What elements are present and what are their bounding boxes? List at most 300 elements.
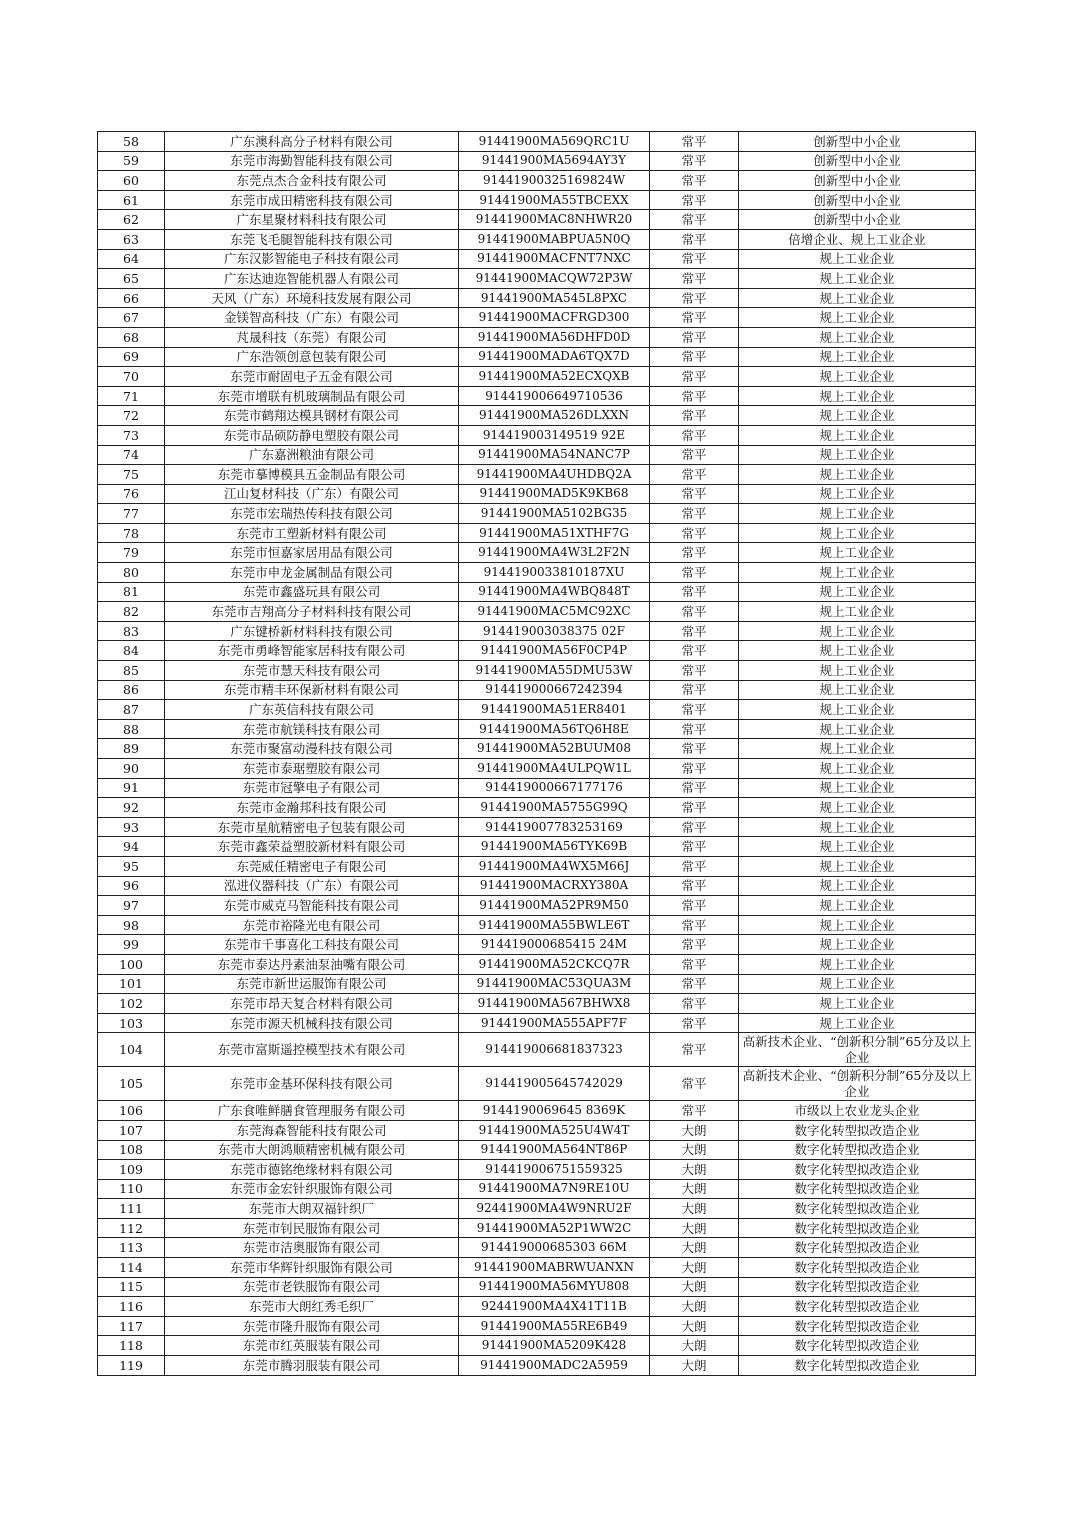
row-number: 79 bbox=[98, 543, 165, 563]
town: 常平 bbox=[650, 798, 739, 818]
credit-code: 91441900MA52P1WW2C bbox=[459, 1218, 650, 1238]
credit-code: 91441900MADA6TQX7D bbox=[459, 347, 650, 367]
enterprise-type: 规上工业企业 bbox=[739, 582, 976, 602]
town: 常平 bbox=[650, 661, 739, 681]
row-number: 60 bbox=[98, 171, 165, 191]
enterprise-type: 规上工业企业 bbox=[739, 308, 976, 328]
enterprise-type: 数字化转型拟改造企业 bbox=[739, 1120, 976, 1140]
enterprise-type: 规上工业企业 bbox=[739, 719, 976, 739]
credit-code: 91441900MA567BHWX8 bbox=[459, 994, 650, 1014]
town: 常平 bbox=[650, 190, 739, 210]
credit-code: 914419006751559325 bbox=[459, 1160, 650, 1180]
enterprise-type: 数字化转型拟改造企业 bbox=[739, 1140, 976, 1160]
enterprise-type: 数字化转型拟改造企业 bbox=[739, 1316, 976, 1336]
credit-code: 914419000685415 24M bbox=[459, 935, 650, 955]
enterprise-type: 高新技术企业、“创新积分制”65分及以上企业 bbox=[739, 1067, 976, 1101]
row-number: 65 bbox=[98, 269, 165, 289]
credit-code: 91441900MAC5MC92XC bbox=[459, 602, 650, 622]
table-row bbox=[98, 1120, 976, 1140]
town: 常平 bbox=[650, 151, 739, 171]
company-name: 广东星聚材料科技有限公司 bbox=[165, 210, 459, 230]
table-row bbox=[98, 1101, 976, 1121]
table-row bbox=[98, 1238, 976, 1258]
row-number: 103 bbox=[98, 1013, 165, 1033]
table-row bbox=[98, 876, 976, 896]
row-number: 96 bbox=[98, 876, 165, 896]
credit-code: 91441900MA55DMU53W bbox=[459, 661, 650, 681]
table-row bbox=[98, 132, 976, 152]
enterprise-type: 规上工业企业 bbox=[739, 249, 976, 269]
enterprise-type: 规上工业企业 bbox=[739, 896, 976, 916]
row-number: 61 bbox=[98, 190, 165, 210]
table-row bbox=[98, 719, 976, 739]
row-number: 117 bbox=[98, 1316, 165, 1336]
town: 常平 bbox=[650, 759, 739, 779]
town: 常平 bbox=[650, 719, 739, 739]
row-number: 83 bbox=[98, 621, 165, 641]
town: 常平 bbox=[650, 229, 739, 249]
credit-code: 9144190069645 8369K bbox=[459, 1101, 650, 1121]
credit-code: 914419007783253169 bbox=[459, 817, 650, 837]
row-number: 99 bbox=[98, 935, 165, 955]
town: 常平 bbox=[650, 327, 739, 347]
company-name: 芃晟科技（东莞）有限公司 bbox=[165, 327, 459, 347]
row-number: 69 bbox=[98, 347, 165, 367]
row-number: 104 bbox=[98, 1033, 165, 1067]
row-number: 88 bbox=[98, 719, 165, 739]
table-row bbox=[98, 190, 976, 210]
row-number: 118 bbox=[98, 1336, 165, 1356]
company-name: 东莞市源天机械科技有限公司 bbox=[165, 1013, 459, 1033]
credit-code: 914419003038375 02F bbox=[459, 621, 650, 641]
enterprise-type: 规上工业企业 bbox=[739, 778, 976, 798]
enterprise-type: 规上工业企业 bbox=[739, 739, 976, 759]
town: 常平 bbox=[650, 974, 739, 994]
town: 常平 bbox=[650, 484, 739, 504]
credit-code: 91441900MA56TYK69B bbox=[459, 837, 650, 857]
row-number: 82 bbox=[98, 602, 165, 622]
company-name: 广东澳科高分子材料有限公司 bbox=[165, 132, 459, 152]
enterprise-type: 规上工业企业 bbox=[739, 700, 976, 720]
credit-code: 91441900MA54NANC7P bbox=[459, 445, 650, 465]
company-name: 东莞市冠擎电子有限公司 bbox=[165, 778, 459, 798]
company-name: 广东嘉洲粮油有限公司 bbox=[165, 445, 459, 465]
town: 大朗 bbox=[650, 1297, 739, 1317]
row-number: 105 bbox=[98, 1067, 165, 1101]
row-number: 95 bbox=[98, 856, 165, 876]
row-number: 101 bbox=[98, 974, 165, 994]
table-row bbox=[98, 1336, 976, 1356]
credit-code: 914419000667177176 bbox=[459, 778, 650, 798]
row-number: 90 bbox=[98, 759, 165, 779]
table-row bbox=[98, 621, 976, 641]
table-row bbox=[98, 1013, 976, 1033]
company-name: 东莞市鑫荣益塑胶新材料有限公司 bbox=[165, 837, 459, 857]
row-number: 113 bbox=[98, 1238, 165, 1258]
enterprise-type: 创新型中小企业 bbox=[739, 171, 976, 191]
company-name: 东莞市新世运服饰有限公司 bbox=[165, 974, 459, 994]
table-row bbox=[98, 1179, 976, 1199]
credit-code: 91441900MAC8NHWR20 bbox=[459, 210, 650, 230]
table-row bbox=[98, 680, 976, 700]
company-name: 广东食唯鲜膳食管理服务有限公司 bbox=[165, 1101, 459, 1121]
row-number: 77 bbox=[98, 504, 165, 524]
row-number: 108 bbox=[98, 1140, 165, 1160]
enterprise-type: 数字化转型拟改造企业 bbox=[739, 1179, 976, 1199]
table-row bbox=[98, 798, 976, 818]
town: 常平 bbox=[650, 563, 739, 583]
credit-code: 914419006649710536 bbox=[459, 386, 650, 406]
enterprise-type: 规上工业企业 bbox=[739, 817, 976, 837]
company-name: 广东键桥新材料科技有限公司 bbox=[165, 621, 459, 641]
credit-code: 91441900MA56F0CP4P bbox=[459, 641, 650, 661]
credit-code: 91441900MACFNT7NXC bbox=[459, 249, 650, 269]
table-row bbox=[98, 1258, 976, 1278]
enterprise-type: 规上工业企业 bbox=[739, 759, 976, 779]
company-name: 东莞市工塑新材料有限公司 bbox=[165, 523, 459, 543]
credit-code: 914419005645742029 bbox=[459, 1067, 650, 1101]
credit-code: 91441900MAC53QUA3M bbox=[459, 974, 650, 994]
enterprise-type: 规上工业企业 bbox=[739, 445, 976, 465]
table-row bbox=[98, 1277, 976, 1297]
row-number: 76 bbox=[98, 484, 165, 504]
credit-code: 91441900MA5755G99Q bbox=[459, 798, 650, 818]
credit-code: 91441900MA5694AY3Y bbox=[459, 151, 650, 171]
town: 常平 bbox=[650, 504, 739, 524]
credit-code: 91441900MA52ECXQXB bbox=[459, 367, 650, 387]
row-number: 111 bbox=[98, 1199, 165, 1219]
credit-code: 91441900MA5209K428 bbox=[459, 1336, 650, 1356]
company-name: 东莞市金基环保科技有限公司 bbox=[165, 1067, 459, 1101]
row-number: 93 bbox=[98, 817, 165, 837]
company-name: 东莞市鹤翔达模具钢材有限公司 bbox=[165, 406, 459, 426]
company-name: 东莞市航镁科技有限公司 bbox=[165, 719, 459, 739]
town: 常平 bbox=[650, 445, 739, 465]
row-number: 85 bbox=[98, 661, 165, 681]
town: 常平 bbox=[650, 171, 739, 191]
table-row bbox=[98, 602, 976, 622]
row-number: 72 bbox=[98, 406, 165, 426]
table-row bbox=[98, 327, 976, 347]
table-row bbox=[98, 523, 976, 543]
credit-code: 91441900MA545L8PXC bbox=[459, 288, 650, 308]
company-name: 东莞市精丰环保新材料有限公司 bbox=[165, 680, 459, 700]
table-row bbox=[98, 856, 976, 876]
row-number: 78 bbox=[98, 523, 165, 543]
row-number: 91 bbox=[98, 778, 165, 798]
row-number: 115 bbox=[98, 1277, 165, 1297]
town: 大朗 bbox=[650, 1356, 739, 1376]
credit-code: 91441900MA55TBCEXX bbox=[459, 190, 650, 210]
enterprise-type: 数字化转型拟改造企业 bbox=[739, 1218, 976, 1238]
company-name: 东莞市泰达丹素油泵油嘴有限公司 bbox=[165, 954, 459, 974]
enterprise-type: 规上工业企业 bbox=[739, 288, 976, 308]
town: 常平 bbox=[650, 210, 739, 230]
table-row bbox=[98, 308, 976, 328]
company-name: 广东达迪迩智能机器人有限公司 bbox=[165, 269, 459, 289]
row-number: 110 bbox=[98, 1179, 165, 1199]
enterprise-type: 创新型中小企业 bbox=[739, 132, 976, 152]
company-name: 东莞市钊民服饰有限公司 bbox=[165, 1218, 459, 1238]
row-number: 73 bbox=[98, 425, 165, 445]
table-row bbox=[98, 563, 976, 583]
credit-code: 91441900MA525U4W4T bbox=[459, 1120, 650, 1140]
enterprise-type: 规上工业企业 bbox=[739, 837, 976, 857]
enterprise-type: 规上工业企业 bbox=[739, 563, 976, 583]
town: 大朗 bbox=[650, 1336, 739, 1356]
credit-code: 91441900MA55RE6B49 bbox=[459, 1316, 650, 1336]
row-number: 119 bbox=[98, 1356, 165, 1376]
table-row bbox=[98, 386, 976, 406]
company-name: 东莞市大朗鸿顺精密机械有限公司 bbox=[165, 1140, 459, 1160]
row-number: 58 bbox=[98, 132, 165, 152]
enterprise-type: 规上工业企业 bbox=[739, 465, 976, 485]
town: 大朗 bbox=[650, 1277, 739, 1297]
company-name: 东莞市海勤智能科技有限公司 bbox=[165, 151, 459, 171]
town: 常平 bbox=[650, 1067, 739, 1101]
company-name: 东莞市千事喜化工科技有限公司 bbox=[165, 935, 459, 955]
enterprise-type: 规上工业企业 bbox=[739, 994, 976, 1014]
company-name: 东莞市德铭绝缘材料有限公司 bbox=[165, 1160, 459, 1180]
town: 常平 bbox=[650, 700, 739, 720]
enterprise-type: 规上工业企业 bbox=[739, 386, 976, 406]
table-row bbox=[98, 582, 976, 602]
table-row bbox=[98, 367, 976, 387]
table-row bbox=[98, 935, 976, 955]
table-row bbox=[98, 210, 976, 230]
credit-code: 91441900MA4ULPQW1L bbox=[459, 759, 650, 779]
town: 常平 bbox=[650, 543, 739, 563]
town: 常平 bbox=[650, 465, 739, 485]
table-row bbox=[98, 406, 976, 426]
row-number: 92 bbox=[98, 798, 165, 818]
credit-code: 9144190033810187XU bbox=[459, 563, 650, 583]
town: 常平 bbox=[650, 582, 739, 602]
table-row bbox=[98, 1033, 976, 1067]
table-row bbox=[98, 543, 976, 563]
town: 大朗 bbox=[650, 1160, 739, 1180]
credit-code: 91441900MA564NT86P bbox=[459, 1140, 650, 1160]
company-name: 东莞市裕隆光电有限公司 bbox=[165, 915, 459, 935]
enterprise-type: 规上工业企业 bbox=[739, 680, 976, 700]
town: 常平 bbox=[650, 837, 739, 857]
row-number: 68 bbox=[98, 327, 165, 347]
town: 常平 bbox=[650, 602, 739, 622]
table-row bbox=[98, 151, 976, 171]
credit-code: 91441900MA7N9RE10U bbox=[459, 1179, 650, 1199]
company-name: 东莞市大朗双福针织厂 bbox=[165, 1199, 459, 1219]
row-number: 107 bbox=[98, 1120, 165, 1140]
company-name: 泓进仪器科技（广东）有限公司 bbox=[165, 876, 459, 896]
enterprise-type: 规上工业企业 bbox=[739, 954, 976, 974]
enterprise-type: 规上工业企业 bbox=[739, 484, 976, 504]
credit-code: 91441900MABPUA5N0Q bbox=[459, 229, 650, 249]
row-number: 75 bbox=[98, 465, 165, 485]
row-number: 116 bbox=[98, 1297, 165, 1317]
town: 常平 bbox=[650, 915, 739, 935]
row-number: 94 bbox=[98, 837, 165, 857]
enterprise-type: 规上工业企业 bbox=[739, 876, 976, 896]
table-row bbox=[98, 1297, 976, 1317]
credit-code: 91441900MA52CKCQ7R bbox=[459, 954, 650, 974]
company-name: 东莞市品硕防静电塑胶有限公司 bbox=[165, 425, 459, 445]
table-row bbox=[98, 1160, 976, 1180]
credit-code: 91441900MACFRGD300 bbox=[459, 308, 650, 328]
enterprise-type: 规上工业企业 bbox=[739, 935, 976, 955]
table-row bbox=[98, 641, 976, 661]
company-name: 东莞海森智能科技有限公司 bbox=[165, 1120, 459, 1140]
enterprise-type: 规上工业企业 bbox=[739, 974, 976, 994]
row-number: 66 bbox=[98, 288, 165, 308]
row-number: 59 bbox=[98, 151, 165, 171]
company-name: 东莞市金宏针织服饰有限公司 bbox=[165, 1179, 459, 1199]
enterprise-type: 规上工业企业 bbox=[739, 602, 976, 622]
company-name: 东莞市摹博模具五金制品有限公司 bbox=[165, 465, 459, 485]
town: 常平 bbox=[650, 739, 739, 759]
town: 常平 bbox=[650, 269, 739, 289]
credit-code: 91441900MA51ER8401 bbox=[459, 700, 650, 720]
company-table bbox=[97, 131, 976, 1376]
credit-code: 91441900MA56TQ6H8E bbox=[459, 719, 650, 739]
town: 常平 bbox=[650, 680, 739, 700]
enterprise-type: 数字化转型拟改造企业 bbox=[739, 1258, 976, 1278]
company-name: 东莞市泰琚塑胶有限公司 bbox=[165, 759, 459, 779]
table-row bbox=[98, 974, 976, 994]
row-number: 63 bbox=[98, 229, 165, 249]
enterprise-type: 规上工业企业 bbox=[739, 523, 976, 543]
town: 常平 bbox=[650, 347, 739, 367]
table-row bbox=[98, 288, 976, 308]
table-row bbox=[98, 1316, 976, 1336]
row-number: 71 bbox=[98, 386, 165, 406]
company-name: 东莞市红英服装有限公司 bbox=[165, 1336, 459, 1356]
enterprise-type: 规上工业企业 bbox=[739, 504, 976, 524]
credit-code: 91441900MA56MYU808 bbox=[459, 1277, 650, 1297]
enterprise-type: 规上工业企业 bbox=[739, 856, 976, 876]
table-row bbox=[98, 1067, 976, 1101]
row-number: 97 bbox=[98, 896, 165, 916]
credit-code: 914419006681837323 bbox=[459, 1033, 650, 1067]
table-row bbox=[98, 837, 976, 857]
credit-code: 92441900MA4W9NRU2F bbox=[459, 1199, 650, 1219]
table-row bbox=[98, 759, 976, 779]
table-row bbox=[98, 1140, 976, 1160]
credit-code: 91441900MABRWUANXN bbox=[459, 1258, 650, 1278]
enterprise-type: 规上工业企业 bbox=[739, 543, 976, 563]
town: 常平 bbox=[650, 367, 739, 387]
company-name: 东莞市慧天科技有限公司 bbox=[165, 661, 459, 681]
table-row bbox=[98, 445, 976, 465]
table-body bbox=[98, 132, 976, 1376]
company-name: 东莞市老铁服饰有限公司 bbox=[165, 1277, 459, 1297]
company-name: 东莞市勇峰智能家居科技有限公司 bbox=[165, 641, 459, 661]
company-name: 东莞飞毛腿智能科技有限公司 bbox=[165, 229, 459, 249]
credit-code: 91441900MA526DLXXN bbox=[459, 406, 650, 426]
enterprise-type: 数字化转型拟改造企业 bbox=[739, 1160, 976, 1180]
credit-code: 91441900MA4W3L2F2N bbox=[459, 543, 650, 563]
table-row bbox=[98, 249, 976, 269]
town: 大朗 bbox=[650, 1238, 739, 1258]
town: 常平 bbox=[650, 249, 739, 269]
town: 常平 bbox=[650, 386, 739, 406]
town: 常平 bbox=[650, 621, 739, 641]
credit-code: 91441900MA51XTHF7G bbox=[459, 523, 650, 543]
enterprise-type: 数字化转型拟改造企业 bbox=[739, 1199, 976, 1219]
table-row bbox=[98, 954, 976, 974]
table-row bbox=[98, 1199, 976, 1219]
company-name: 天风（广东）环境科技发展有限公司 bbox=[165, 288, 459, 308]
company-name: 广东汉影智能电子科技有限公司 bbox=[165, 249, 459, 269]
table-row bbox=[98, 739, 976, 759]
enterprise-type: 规上工业企业 bbox=[739, 269, 976, 289]
enterprise-type: 倍增企业、规上工业企业 bbox=[739, 229, 976, 249]
town: 大朗 bbox=[650, 1120, 739, 1140]
enterprise-type: 数字化转型拟改造企业 bbox=[739, 1356, 976, 1376]
table-row bbox=[98, 425, 976, 445]
company-name: 东莞市成田精密科技有限公司 bbox=[165, 190, 459, 210]
company-name: 江山复材科技（广东）有限公司 bbox=[165, 484, 459, 504]
town: 大朗 bbox=[650, 1218, 739, 1238]
row-number: 81 bbox=[98, 582, 165, 602]
company-name: 金镁智高科技（广东）有限公司 bbox=[165, 308, 459, 328]
company-name: 东莞市宏瑞热传科技有限公司 bbox=[165, 504, 459, 524]
town: 大朗 bbox=[650, 1140, 739, 1160]
credit-code: 91441900MA4WBQ848T bbox=[459, 582, 650, 602]
company-name: 广东英信科技有限公司 bbox=[165, 700, 459, 720]
credit-code: 91441900MA555APF7F bbox=[459, 1013, 650, 1033]
enterprise-type: 规上工业企业 bbox=[739, 661, 976, 681]
row-number: 70 bbox=[98, 367, 165, 387]
enterprise-type: 规上工业企业 bbox=[739, 406, 976, 426]
table-row bbox=[98, 1218, 976, 1238]
credit-code: 914419003149519 92E bbox=[459, 425, 650, 445]
enterprise-type: 数字化转型拟改造企业 bbox=[739, 1277, 976, 1297]
row-number: 87 bbox=[98, 700, 165, 720]
town: 常平 bbox=[650, 288, 739, 308]
enterprise-type: 数字化转型拟改造企业 bbox=[739, 1336, 976, 1356]
enterprise-type: 规上工业企业 bbox=[739, 915, 976, 935]
credit-code: 91441900MACRXY380A bbox=[459, 876, 650, 896]
town: 大朗 bbox=[650, 1316, 739, 1336]
table-row bbox=[98, 896, 976, 916]
town: 常平 bbox=[650, 523, 739, 543]
table-row bbox=[98, 994, 976, 1014]
company-name: 东莞市聚富动漫科技有限公司 bbox=[165, 739, 459, 759]
row-number: 84 bbox=[98, 641, 165, 661]
company-name: 东莞市华辉针织服饰有限公司 bbox=[165, 1258, 459, 1278]
company-name: 东莞市耐固电子五金有限公司 bbox=[165, 367, 459, 387]
row-number: 67 bbox=[98, 308, 165, 328]
credit-code: 91441900MACQW72P3W bbox=[459, 269, 650, 289]
credit-code: 92441900MA4X41T11B bbox=[459, 1297, 650, 1317]
row-number: 62 bbox=[98, 210, 165, 230]
credit-code: 91441900MA55BWLE6T bbox=[459, 915, 650, 935]
table-row bbox=[98, 700, 976, 720]
enterprise-type: 规上工业企业 bbox=[739, 1013, 976, 1033]
company-name: 东莞市申龙金属制品有限公司 bbox=[165, 563, 459, 583]
credit-code: 91441900MA4WX5M66J bbox=[459, 856, 650, 876]
credit-code: 91441900MA4UHDBQ2A bbox=[459, 465, 650, 485]
town: 常平 bbox=[650, 935, 739, 955]
enterprise-type: 规上工业企业 bbox=[739, 367, 976, 387]
enterprise-type: 规上工业企业 bbox=[739, 621, 976, 641]
company-name: 东莞市增联有机玻璃制品有限公司 bbox=[165, 386, 459, 406]
enterprise-type: 创新型中小企业 bbox=[739, 151, 976, 171]
table-row bbox=[98, 817, 976, 837]
enterprise-type: 市级以上农业龙头企业 bbox=[739, 1101, 976, 1121]
credit-code: 91441900MA569QRC1U bbox=[459, 132, 650, 152]
town: 常平 bbox=[650, 778, 739, 798]
